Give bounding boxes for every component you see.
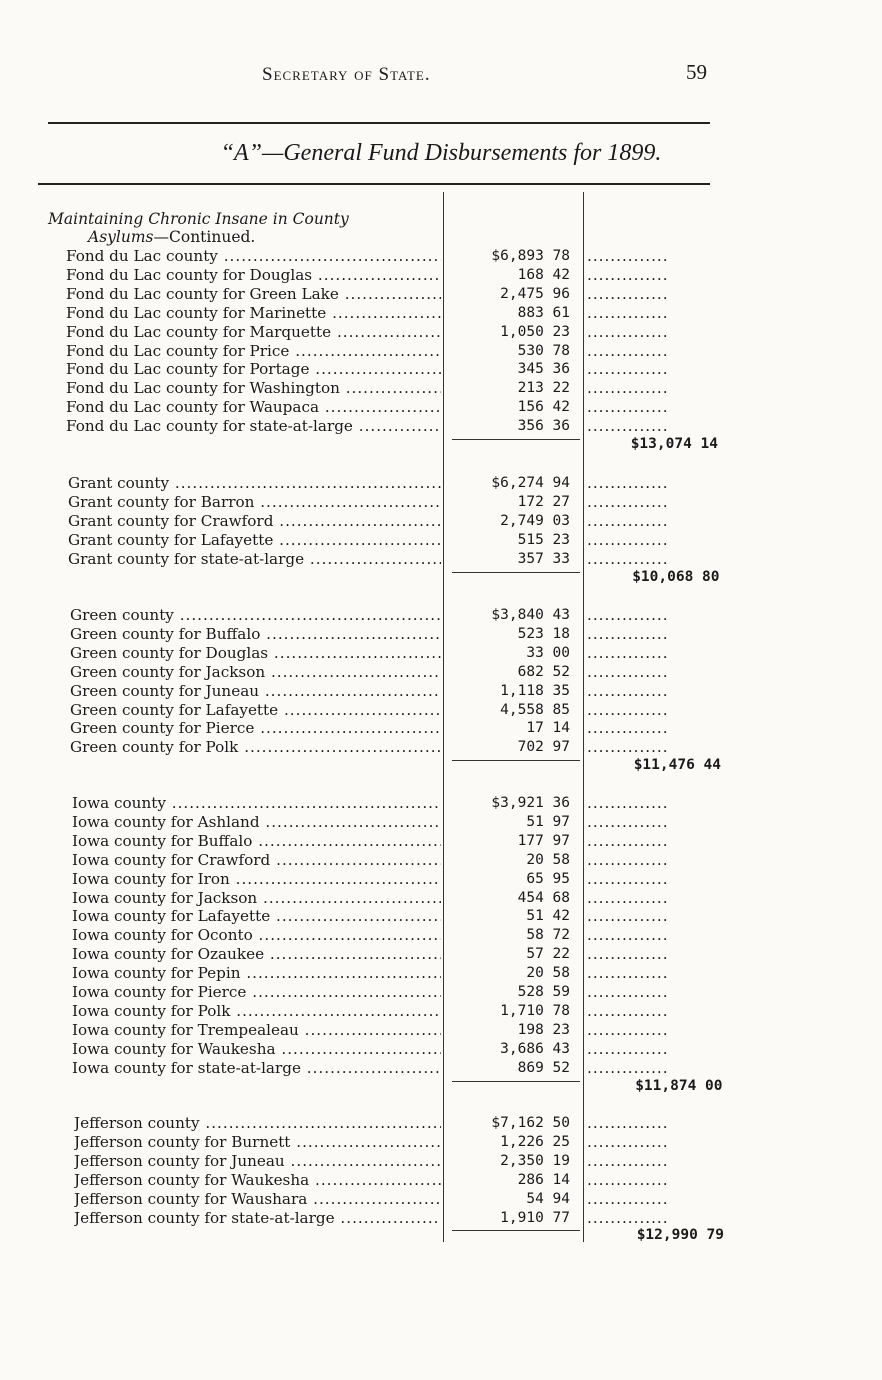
total-column-leaders: .............. — [587, 1189, 669, 1208]
total-column-leaders: .............. — [587, 549, 669, 568]
row-amount: 65 95 — [526, 870, 570, 887]
row-label: Iowa county for Lafayette ..... — [72, 907, 441, 926]
total-column-leaders: .............. — [587, 474, 669, 492]
total-column-leaders: .............. — [587, 303, 669, 322]
total-column-leaders: .............. — [587, 322, 669, 341]
total-column-leaders: .............. — [587, 247, 669, 265]
subtotal-rule — [452, 439, 580, 440]
total-column-leaders: .............. — [587, 624, 669, 643]
row-amount: 1,118 35 — [500, 682, 570, 699]
row-amount: $6,893 78 — [491, 248, 570, 264]
total-column-leaders: .............. — [587, 719, 669, 738]
row-label: Jefferson county for Burnett ..... — [74, 1133, 441, 1152]
total-column-leaders: .............. — [587, 869, 669, 888]
row-label: Green county for Douglas ..... — [70, 644, 441, 663]
row-amount: 1,050 23 — [500, 323, 570, 340]
row-amount: $3,840 43 — [491, 607, 570, 623]
row-amount: 357 33 — [517, 550, 570, 567]
total-column-leaders: .............. — [587, 964, 669, 983]
page-number: 59 — [686, 60, 707, 84]
row-label: Fond du Lac county for Douglas ..... — [66, 266, 441, 285]
row-label: Iowa county for Oconto ..... — [72, 926, 441, 945]
row-label: Iowa county ..... — [72, 794, 441, 813]
row-label: Green county for Buffalo ..... — [70, 625, 441, 644]
row-label: Iowa county for state-at-large ..... — [72, 1059, 441, 1078]
row-label: Grant county for state-at-large ..... — [68, 550, 441, 569]
row-label: Grant county for Barron ..... — [68, 493, 441, 512]
group-total: $10,068 80 — [632, 568, 720, 585]
total-column-leaders: .............. — [587, 1020, 669, 1039]
total-column-leaders: .............. — [587, 738, 669, 757]
row-label: Green county for Lafayette ..... — [70, 701, 441, 720]
row-amount: 1,226 25 — [500, 1133, 570, 1150]
row-label: Fond du Lac county for Portage ..... — [66, 360, 441, 379]
row-label: Fond du Lac county for Price ..... — [66, 342, 441, 361]
row-amount: 51 42 — [526, 908, 570, 925]
row-label: Iowa county for Buffalo ..... — [72, 832, 441, 851]
total-column-leaders: .............. — [587, 700, 669, 719]
row-label: Iowa county for Ashland ..... — [72, 813, 441, 832]
total-column-leaders: .............. — [587, 831, 669, 850]
subtotal-rule — [452, 1230, 580, 1231]
row-amount: 1,910 77 — [500, 1209, 570, 1226]
row-amount: 17 14 — [526, 720, 570, 737]
total-column-leaders: .............. — [587, 379, 669, 398]
total-column-leaders: .............. — [587, 812, 669, 831]
total-column-leaders: .............. — [587, 1058, 669, 1077]
row-label: Green county ..... — [70, 606, 441, 625]
row-amount: 2,749 03 — [500, 512, 570, 529]
subtotal-rule — [452, 760, 580, 761]
row-amount: 51 97 — [526, 813, 570, 830]
total-column-leaders: .............. — [587, 511, 669, 530]
row-amount: 172 27 — [517, 493, 570, 510]
row-amount: 454 68 — [517, 889, 570, 906]
total-column-leaders: .............. — [587, 530, 669, 549]
row-label: Fond du Lac county for Marquette ..... — [66, 323, 441, 342]
row-amount: 156 42 — [517, 399, 570, 416]
row-amount: 177 97 — [517, 832, 570, 849]
row-amount: 3,686 43 — [500, 1040, 570, 1057]
row-amount: $7,162 50 — [491, 1115, 570, 1131]
row-amount: 528 59 — [517, 984, 570, 1000]
row-amount: 515 23 — [517, 531, 570, 548]
row-amount: $3,921 36 — [491, 795, 570, 811]
total-column-leaders: .............. — [587, 1001, 669, 1020]
row-label: Jefferson county for state-at-large ..... — [74, 1209, 441, 1228]
row-amount: 213 22 — [517, 380, 570, 397]
row-label: Iowa county for Iron ..... — [72, 870, 441, 889]
row-label: Jefferson county for Waushara ..... — [74, 1190, 441, 1209]
total-column-leaders: .............. — [587, 1208, 669, 1227]
row-label: Fond du Lac county for Waupaca ..... — [66, 398, 441, 417]
row-amount: 2,350 19 — [500, 1152, 570, 1169]
total-column-leaders: .............. — [587, 850, 669, 869]
total-column-leaders: .............. — [587, 398, 669, 417]
row-amount: 4,558 85 — [500, 701, 570, 718]
heading-line-1: Maintaining Chronic Insane in County — [48, 210, 349, 228]
total-column-leaders: .............. — [587, 417, 669, 436]
row-amount: 33 00 — [526, 644, 570, 661]
total-column-leaders: .............. — [587, 662, 669, 681]
row-label: Green county for Juneau ..... — [70, 682, 441, 701]
row-label: Iowa county for Waukesha ..... — [72, 1040, 441, 1059]
group-total: $13,074 14 — [630, 436, 718, 452]
total-column-leaders: .............. — [587, 983, 669, 1001]
row-label: Jefferson county for Juneau ..... — [74, 1152, 441, 1171]
total-column-leaders: .............. — [587, 926, 669, 945]
row-label: Iowa county for Trempealeau ..... — [72, 1021, 441, 1040]
row-amount: 20 58 — [526, 851, 570, 868]
total-column-leaders: .............. — [587, 1151, 669, 1170]
group-total: $12,990 79 — [636, 1227, 724, 1244]
row-amount: 869 52 — [517, 1059, 570, 1076]
running-title: Secretary of State. — [262, 64, 431, 85]
subtotal-rule — [452, 572, 580, 573]
row-label: Fond du Lac county for Green Lake ..... — [66, 285, 441, 304]
row-label: Fond du Lac county for Marinette ..... — [66, 304, 441, 323]
total-column-leaders: .............. — [587, 265, 669, 284]
total-column-leaders: .............. — [587, 360, 669, 379]
row-label: Green county for Pierce ..... — [70, 719, 441, 738]
row-amount: 2,475 96 — [500, 285, 570, 302]
row-amount: 286 14 — [517, 1171, 570, 1188]
row-label: Fond du Lac county for state-at-large ..... — [66, 417, 441, 436]
total-column-leaders: .............. — [587, 606, 669, 624]
row-label: Fond du Lac county ..... — [66, 247, 441, 266]
row-label: Green county for Polk ..... — [70, 738, 441, 757]
row-label: Jefferson county ..... — [74, 1114, 441, 1133]
row-amount: 57 22 — [526, 946, 570, 963]
row-amount: 168 42 — [517, 266, 570, 283]
row-label: Fond du Lac county for Washington ..... — [66, 379, 441, 398]
group-total: $11,476 44 — [633, 757, 721, 774]
row-amount: 883 61 — [517, 304, 570, 321]
total-column-leaders: .............. — [587, 1039, 669, 1058]
heading-line-2-italic: Asylums — [88, 228, 154, 246]
row-amount: 702 97 — [517, 739, 570, 756]
total-column-leaders: .............. — [587, 1170, 669, 1189]
row-amount: 1,710 78 — [500, 1002, 570, 1019]
table-title: “A”—General Fund Disbursements for 1899. — [220, 140, 662, 166]
row-label: Jefferson county for Waukesha ..... — [74, 1171, 441, 1190]
total-column-leaders: .............. — [587, 341, 669, 360]
group-total: $11,874 00 — [635, 1077, 723, 1094]
row-amount: 54 94 — [526, 1190, 570, 1207]
row-label: Grant county for Lafayette ..... — [68, 531, 441, 550]
row-amount: 356 36 — [517, 418, 570, 435]
row-amount: 682 52 — [517, 663, 570, 680]
total-column-leaders: .............. — [587, 492, 669, 511]
row-amount: 523 18 — [517, 625, 570, 642]
row-amount: 58 72 — [526, 927, 570, 944]
row-label: Grant county for Crawford ..... — [68, 512, 441, 531]
row-amount: 20 58 — [526, 965, 570, 982]
row-label: Iowa county for Jackson ..... — [72, 889, 441, 908]
total-column-leaders: .............. — [587, 888, 669, 907]
row-label: Iowa county for Pierce ..... — [72, 983, 441, 1002]
row-amount: $6,274 94 — [491, 475, 570, 491]
row-label: Iowa county for Ozaukee ..... — [72, 945, 441, 964]
row-amount: 345 36 — [517, 361, 570, 378]
total-column-leaders: .............. — [587, 794, 669, 812]
total-column-leaders: .............. — [587, 907, 669, 926]
total-column-leaders: .............. — [587, 1114, 669, 1132]
row-amount: 530 78 — [517, 342, 570, 359]
total-column-leaders: .............. — [587, 643, 669, 662]
total-column-leaders: .............. — [587, 945, 669, 964]
total-column-leaders: .............. — [587, 284, 669, 303]
subtotal-rule — [452, 1081, 580, 1082]
row-label: Iowa county for Polk ..... — [72, 1002, 441, 1021]
row-amount: 198 23 — [517, 1021, 570, 1038]
total-column-leaders: .............. — [587, 681, 669, 700]
row-label: Iowa county for Pepin ..... — [72, 964, 441, 983]
row-label: Iowa county for Crawford ..... — [72, 851, 441, 870]
total-column-leaders: .............. — [587, 1132, 669, 1151]
heading-line-2-rest: —Continued. — [153, 228, 256, 246]
row-label: Green county for Jackson ..... — [70, 663, 441, 682]
row-label: Grant county ..... — [68, 474, 441, 493]
